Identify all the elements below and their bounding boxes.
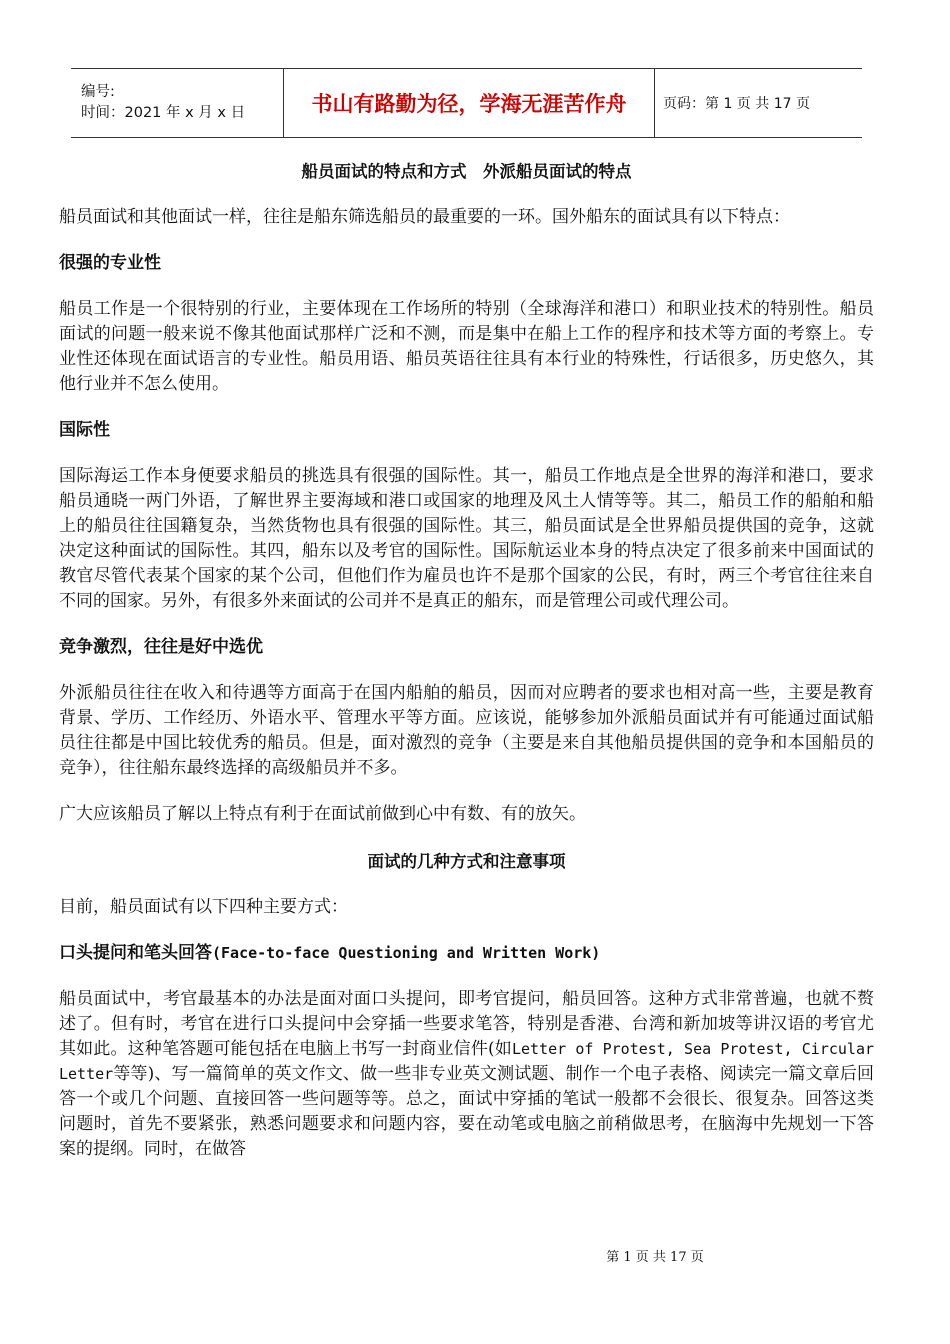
body-part-a: 船员面试中，考官最基本的办法是面对面口头提问，即考官提问，船员回答。这种方式非常普遍，也就不赘述了。但有时，考官在进行口头提问中会穿插一些要求笔答，特别是香港、台湾和新加坡等讲汉语的考官尤其如此。这种笔答题可能包括在电脑上书写一封商业信件(如	[59, 989, 874, 1059]
section-body-professional: 船员工作是一个很特别的行业，主要体现在工作场所的特别（全球海洋和港口）和职业技术的特别性。船员面试的问题一般来说不像其他面试那样广泛和不测，而是集中在船上工作的程序和技术等方面的考察上。专业性还体现在面试语言的专业性。船员用语、船员英语往往具有本行业的特殊性，行话很多，历史悠久，其他行业并不怎么使用。	[59, 299, 874, 394]
document-time-label: 时间：2021 年 x 月 x 日	[81, 105, 246, 121]
header-motto	[283, 69, 655, 137]
body-english-terms: Letter of Protest, Sea Protest, Circular Letter	[59, 1040, 874, 1083]
heading-cn: 口头提问和笔头回答	[59, 943, 212, 963]
document-body	[59, 158, 874, 1183]
heading-en: (Face-to-face Questioning and Written Work)	[212, 944, 601, 962]
section-body-international: 国际海运工作本身便要求船员的挑选具有很强的国际性。其一，船员工作地点是全世界的海洋和港口，要求船员通晓一两门外语，了解世界主要海域和港口或国家的地理及风土人情等等。其二，船员工作的船舶和船上的船员往往国籍复杂，当然货物也具有很强的国际性。其三，船员面试是全世界船员提供国的竞争，这就决定这种面试的国际性。其四，船东以及考官的国际性。国际航运业本身的特点决定了很多前来中国面试的教官尽管代表某个国家的某个公司，但他们作为雇员也许不是那个国家的公民，有时，两三个考官往往来自不同的国家。另外，有很多外来面试的公司并不是真正的船东，而是管理公司或代理公司。	[59, 466, 874, 611]
section-title-methods: 面试的几种方式和注意事项	[367, 852, 566, 871]
page-info-text: 页码：第 1 页 共 17 页	[663, 96, 810, 112]
header-left-cell	[71, 69, 283, 137]
methods-intro: 目前，船员面试有以下四种主要方式：	[59, 897, 348, 917]
intro-paragraph: 船员面试和其他面试一样，往往是船东筛选船员的最重要的一环。国外船东的面试具有以下特点：	[59, 207, 790, 227]
header-page-info	[655, 69, 862, 137]
page-footer: 第 1 页 共 17 页	[606, 1250, 704, 1265]
section-heading-oral-written	[59, 941, 874, 966]
section-body-oral-written	[59, 987, 874, 1162]
motto-text: 书山有路勤为径，学海无涯苦作舟	[311, 91, 627, 116]
document-number-label: 编号:	[81, 84, 115, 100]
section-body-competition: 外派船员往往在收入和待遇等方面高于在国内船舶的船员，因而对应聘者的要求也相对高一些，主要是教育背景、学历、工作经历、外语水平、管理水平等方面。应该说，能够参加外派船员面试并有可能通过面试船员往往都是中国比较优秀的船员。但是，面对激烈的竞争（主要是来自其他船员提供国的竞争和本国船员的竞争），往往船东最终选择的高级船员并不多。	[59, 683, 874, 778]
page-title: 船员面试的特点和方式 外派船员面试的特点	[301, 162, 632, 181]
header-table	[71, 68, 862, 138]
summary-paragraph: 广大应该船员了解以上特点有利于在面试前做到心中有数、有的放矢。	[59, 804, 586, 824]
section-heading-professional: 很强的专业性	[59, 253, 161, 273]
body-part-b: 等等)、写一篇简单的英文作文、做一些非专业英文测试题、制作一个电子表格、阅读完一篇文章后回答一个或几个问题、直接回答一些问题等等。总之，面试中穿插的笔试一般都不会很长、很复杂。回答这类问题时，首先不要紧张，熟悉问题要求和问题内容，要在动笔或电脑之前稍做思考，在脑海中先规划一下答案的提纲。同时，在做答	[59, 1064, 874, 1159]
section-heading-competition: 竞争激烈，往往是好中选优	[59, 637, 263, 657]
section-heading-international: 国际性	[59, 420, 110, 440]
